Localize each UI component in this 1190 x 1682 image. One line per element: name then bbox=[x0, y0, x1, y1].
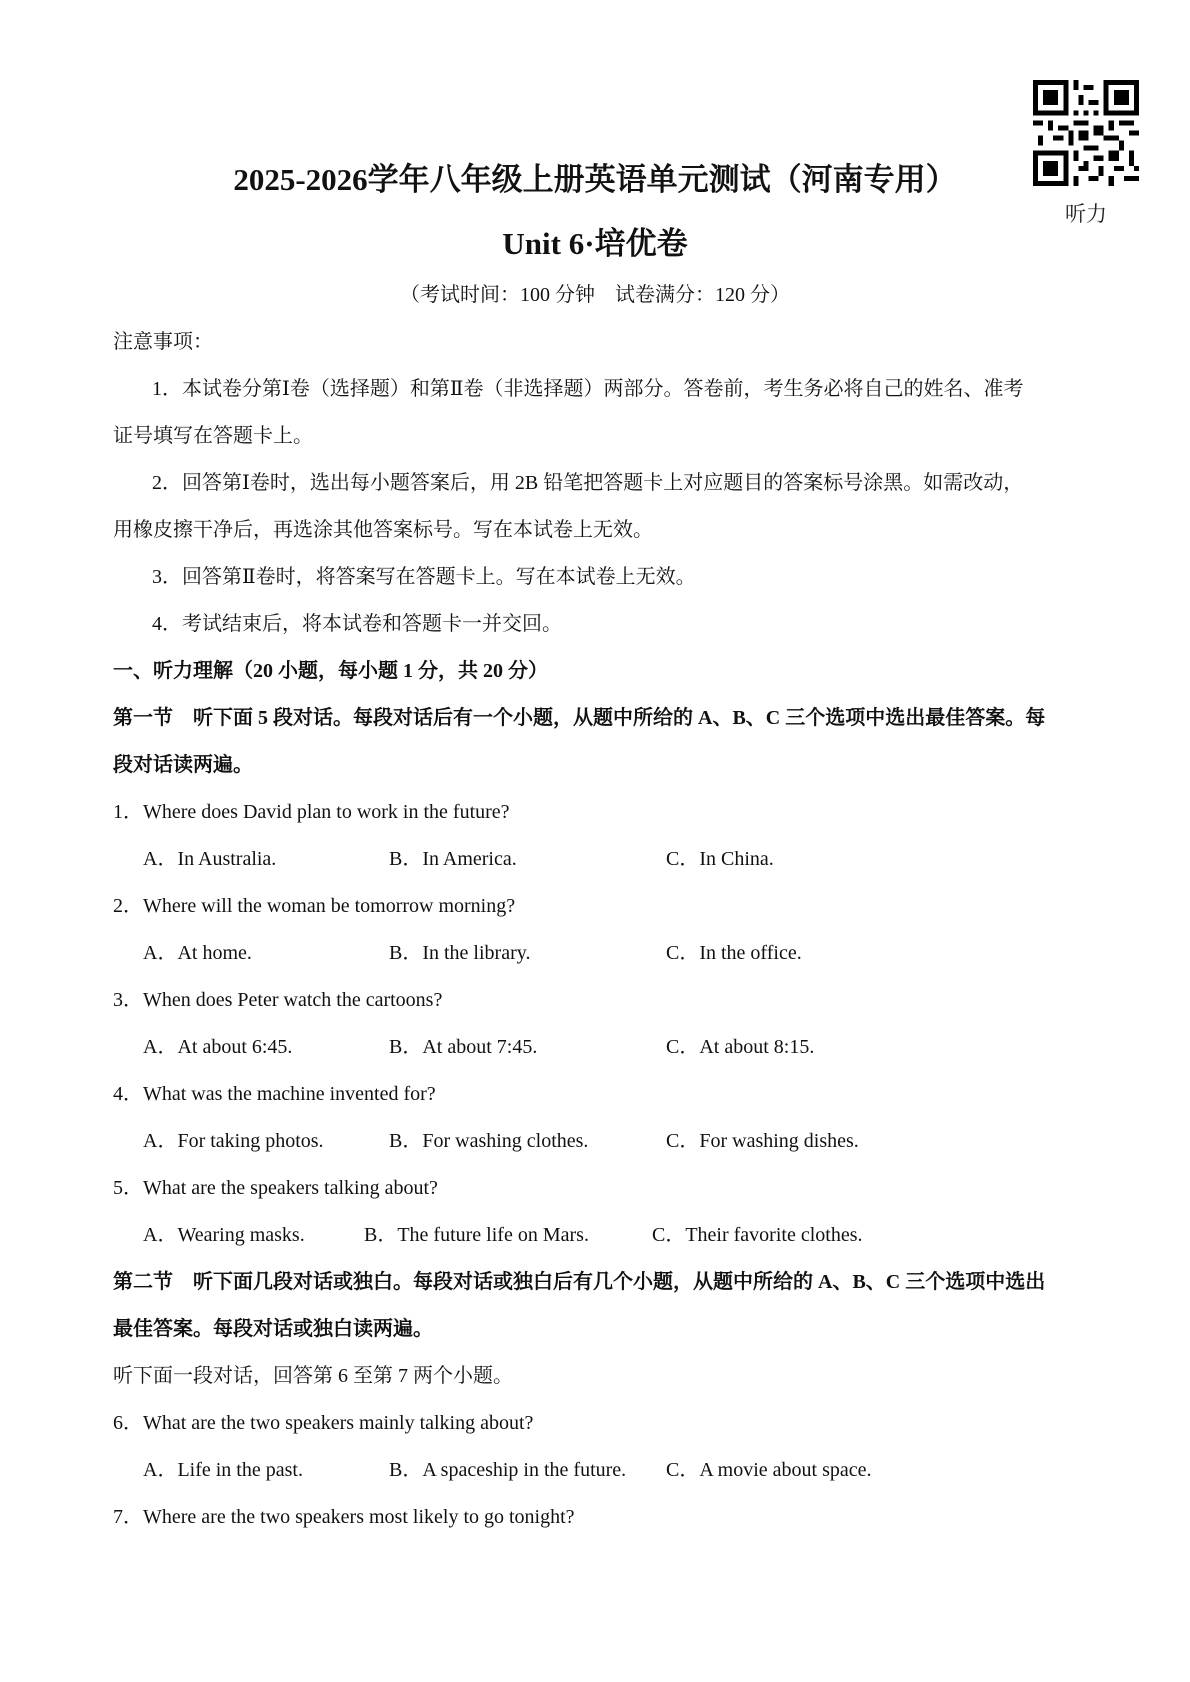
notice-item-1: 1．本试卷分第Ⅰ卷（选择题）和第Ⅱ卷（非选择题）两部分。答卷前，考生务必将自己的姓名、准考 bbox=[152, 378, 1024, 400]
question-4: 4．What was the machine invented for? bbox=[113, 1083, 436, 1105]
option-3a: A．At about 6:45. bbox=[143, 1036, 293, 1058]
option-1b: B．In America. bbox=[389, 848, 517, 870]
part2-instruction-cont: 最佳答案。每段对话或独白读两遍。 bbox=[113, 1318, 433, 1340]
part1-instruction-cont: 段对话读两遍。 bbox=[113, 754, 253, 776]
option-5a: A．Wearing masks. bbox=[143, 1224, 305, 1246]
question-5: 5．What are the speakers talking about? bbox=[113, 1177, 438, 1199]
notice-item-3: 3．回答第Ⅱ卷时，将答案写在答题卡上。写在本试卷上无效。 bbox=[152, 566, 696, 588]
exam-subtitle: Unit 6·培优卷 bbox=[502, 226, 688, 261]
option-6b: B．A spaceship in the future. bbox=[389, 1459, 627, 1481]
notice-heading: 注意事项： bbox=[113, 331, 213, 353]
option-2c: C．In the office. bbox=[666, 942, 802, 964]
notice-item-1-cont: 证号填写在答题卡上。 bbox=[113, 425, 313, 447]
notice-item-2-cont: 用橡皮擦干净后，再选涂其他答案标号。写在本试卷上无效。 bbox=[113, 519, 653, 541]
option-1c: C．In China. bbox=[666, 848, 774, 870]
question-2: 2．Where will the woman be tomorrow morning? bbox=[113, 895, 516, 917]
option-3c: C．At about 8:15. bbox=[666, 1036, 815, 1058]
option-5b: B．The future life on Mars. bbox=[364, 1224, 589, 1246]
part2-instruction: 第二节 听下面几段对话或独白。每段对话或独白后有几个小题，从题中所给的 A、B、C 三个选项中选出 bbox=[113, 1271, 1046, 1293]
option-2a: A．At home. bbox=[143, 942, 252, 964]
question-7: 7．Where are the two speakers most likely to go tonight? bbox=[113, 1506, 575, 1528]
exam-info: （考试时间：100 分钟 试卷满分：120 分） bbox=[400, 284, 790, 306]
question-6: 6．What are the two speakers mainly talking about? bbox=[113, 1412, 534, 1434]
option-2b: B．In the library. bbox=[389, 942, 531, 964]
question-1: 1．Where does David plan to work in the future? bbox=[113, 801, 510, 823]
part1-instruction: 第一节 听下面 5 段对话。每段对话后有一个小题，从题中所给的 A、B、C 三个选项中选出最佳答案。每 bbox=[113, 707, 1046, 729]
option-4b: B．For washing clothes. bbox=[389, 1130, 589, 1152]
option-5c: C．Their favorite clothes. bbox=[652, 1224, 863, 1246]
option-3b: B．At about 7:45. bbox=[389, 1036, 538, 1058]
option-6a: A．Life in the past. bbox=[143, 1459, 303, 1481]
question-3: 3．When does Peter watch the cartoons? bbox=[113, 989, 443, 1011]
exam-title: 2025-2026学年八年级上册英语单元测试（河南专用） bbox=[233, 162, 957, 197]
notice-item-2: 2．回答第Ⅰ卷时，选出每小题答案后，用 2B 铅笔把答题卡上对应题目的答案标号涂黑。如需改动， bbox=[152, 472, 1024, 494]
option-6c: C．A movie about space. bbox=[666, 1459, 872, 1481]
qr-caption: 听力 bbox=[1065, 202, 1107, 226]
option-4a: A．For taking photos. bbox=[143, 1130, 324, 1152]
section-heading: 一、听力理解（20 小题，每小题 1 分，共 20 分） bbox=[113, 660, 548, 682]
notice-item-4: 4．考试结束后，将本试卷和答题卡一并交回。 bbox=[152, 613, 562, 635]
option-4c: C．For washing dishes. bbox=[666, 1130, 859, 1152]
listening-instruction: 听下面一段对话，回答第 6 至第 7 两个小题。 bbox=[113, 1365, 513, 1387]
option-1a: A．In Australia. bbox=[143, 848, 277, 870]
